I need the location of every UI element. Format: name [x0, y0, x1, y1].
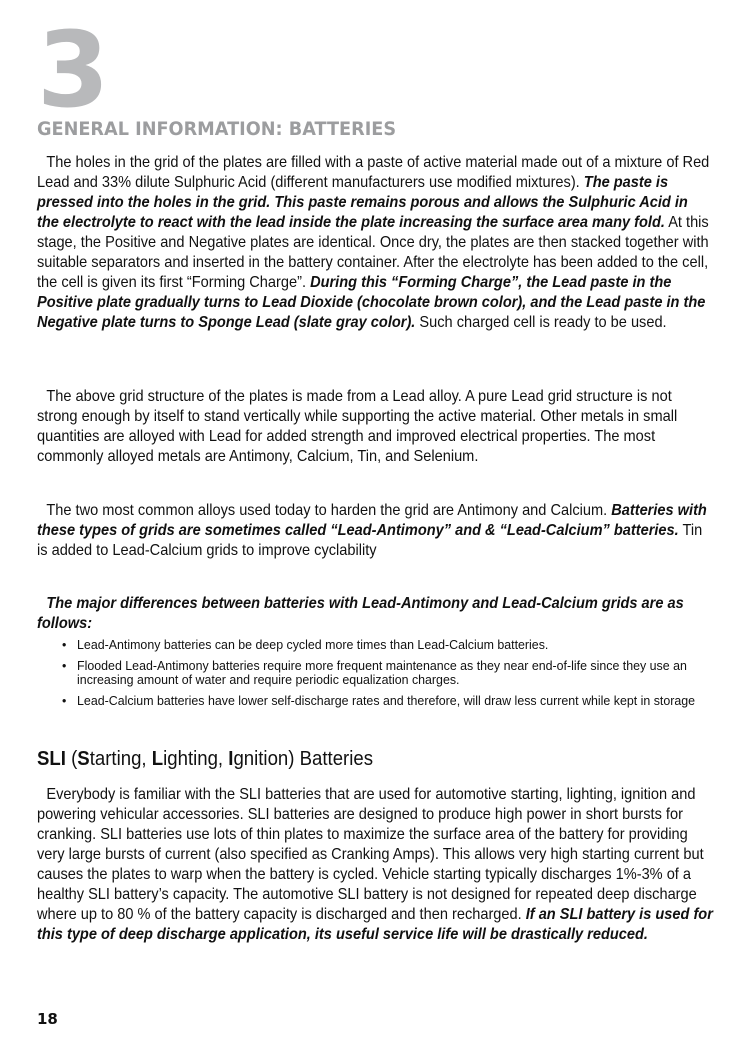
chapter-number: 3: [37, 9, 108, 131]
p3-seg-0: The two most common alloys used today to harden the grid are Antimony and Calcium.: [46, 502, 612, 519]
bullet-icon: •: [62, 658, 67, 673]
paragraph-4-differences-intro: [37, 594, 684, 634]
section-heading-sli: SLI (Starting, Lighting, Ignition) Batteries: [37, 748, 374, 770]
p1-seg-4: Such charged cell is ready to be used.: [415, 314, 667, 331]
paragraph-3: [37, 501, 707, 561]
chapter-title: GENERAL INFORMATION: BATTERIES: [37, 118, 397, 140]
list-item: • Lead-Calcium batteries have lower self-discharge rates and therefore, will draw less current while kept in storage: [62, 693, 696, 708]
bullet-icon: •: [62, 693, 67, 708]
p3-seg-2: Tin is added to Lead-Calcium grids to improve cyclability: [37, 522, 703, 559]
bullet-icon: •: [62, 637, 67, 652]
list-item: • Flooded Lead-Antimony batteries require more frequent maintenance as they near end-of-life since they use an increasing amount of water and require periodic equalization charges.: [62, 658, 687, 687]
p1-seg-1: The paste is pressed into the holes in the grid. This paste remains porous and allows the Sulphuric Acid in the electrolyte to react with the lead inside the plate increasing the surface area many fold.: [37, 174, 688, 231]
p1-seg-2: At this stage, the Positive and Negative plates are identical. Once dry, the plates are then stacked together with suitable separators and inserted in the battery container. After the electrolyte has been added to the cell, the cell is given its first “Forming Charge”.: [37, 214, 709, 291]
list-item: • Lead-Antimony batteries can be deep cycled more times than Lead-Calcium batteries.: [62, 637, 549, 652]
p2-seg-0: The above grid structure of the plates is made from a Lead alloy. A pure Lead grid structure is not strong enough by itself to stand vertically while supporting the active material. Other metals in small quantities are alloyed with Lead for added strength and improved electrical properties. The most commonly alloyed metals are Antimony, Calcium, Tin, and Selenium.: [37, 388, 678, 465]
page-number: 18: [37, 1010, 58, 1028]
sli-seg-1: If an SLI battery is used for this type of deep discharge application, its useful service life will be drastically reduced.: [37, 906, 713, 943]
paragraph-2: [37, 387, 678, 467]
differences-list: [62, 637, 696, 715]
p1-seg-0: The holes in the grid of the plates are filled with a paste of active material made out of a mixture of Red Lead and 33% dilute Sulphuric Acid (different manufacturers use modified mixtures).: [37, 154, 710, 191]
paragraph-1: [37, 153, 710, 333]
paragraph-sli: [37, 785, 713, 945]
p1-seg-3: During this “Forming Charge”, the Lead paste in the Positive plate gradually turns to Lead Dioxide (chocolate brown color), and the Lead paste in the Negative plate turns to Sponge Lead (slate gray color).: [37, 274, 706, 331]
p4-seg-0: The major differences between batteries with Lead-Antimony and Lead-Calcium grids are as follows:: [37, 595, 684, 632]
p3-seg-1: Batteries with these types of grids are sometimes called “Lead-Antimony” and & “Lead-Calcium” batteries.: [37, 502, 707, 539]
sli-seg-0: Everybody is familiar with the SLI batteries that are used for automotive starting, lighting, ignition and powering vehicular accessories. SLI batteries are designed to produce high power in short bursts for cranking. SLI batteries use lots of thin plates to maximize the surface area of the battery for providing very large bursts of current (also specified as Cranking Amps). This allows very high starting current but causes the plates to warp when the battery is cycled. Vehicle starting typically discharges 1%-3% of a healthy SLI battery’s capacity. The automotive SLI battery is not designed for repeated deep discharge where up to 80 % of the battery capacity is discharged and then recharged.: [37, 786, 704, 923]
